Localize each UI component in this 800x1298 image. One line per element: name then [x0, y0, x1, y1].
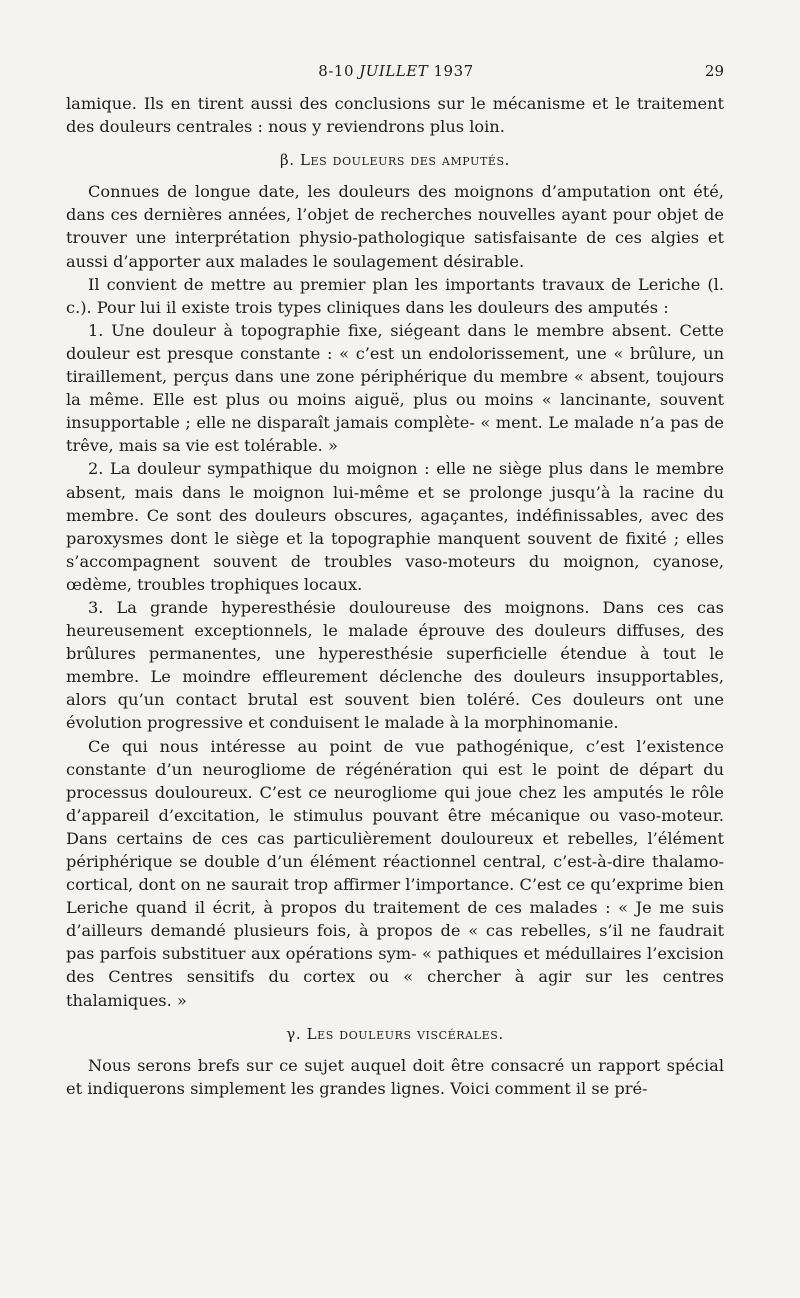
running-head	[68, 62, 724, 80]
running-head-year: 1937	[428, 62, 474, 80]
section-heading-beta	[66, 149, 724, 172]
paragraph: Il convient de mettre au premier plan les importants travaux de Leriche (l. c.). Pour lui il existe trois types cliniques dans les douleurs des amputés :	[66, 274, 724, 317]
paragraph: Nous serons brefs sur ce sujet auquel doit être consacré un rapport spécial et indiquerons simplement les grandes lignes. Voici comment il se pré-	[66, 1055, 724, 1098]
running-head-month: JUILLET	[359, 62, 429, 80]
section-title: Les douleurs viscérales.	[306, 1024, 504, 1043]
paragraph: Connues de longue date, les douleurs des moignons d’amputation ont été, dans ces dernières années, l’objet de recherches nouvelles ayant pour objet de trouver une interprétation physio-pathologique satisfaisante de ces algies et aussi d’apporter aux malades le soulagement désirable.	[66, 182, 724, 271]
paragraph: Ce qui nous intéresse au point de vue pathogénique, c’est l’existence constante d’un neurogliome de régénération qui est le point de départ du processus douloureux. C’est ce neurogliome qui joue chez les amputés le rôle d’appareil d’excitation, le stimulus pouvant être mécanique ou vaso-moteur. Dans certains de ces cas particulièrement douloureux et rebelles, l’élément périphérique se double d’un élément réactionnel central, c’est-à-dire thalamo-cortical, dont on ne saurait trop affirmer l’importance. C’est ce qu’exprime bien Leriche quand il écrit, à propos du traitement de ces malades : « Je me suis d’ailleurs demandé plusieurs fois, à propos de « cas rebelles, s’il ne faudrait pas parfois substituer aux opérations sym- « pathiques et médullaires l’excision des Centres sensitifs du cortex ou « chercher à agir sur les centres thalamiques. »	[66, 736, 724, 1010]
section-letter: γ.	[286, 1024, 302, 1043]
section-letter: β.	[279, 151, 295, 170]
page-body	[66, 92, 724, 1100]
paragraph-item-3: 3. La grande hyperesthésie douloureuse des moignons. Dans ces cas heureusement exceptionnels, le malade éprouve des douleurs diffuses, des brûlures permanentes, une hyperesthésie superficielle étendue à tout le membre. Le moindre effleurement déclenche des douleurs insupportables, alors qu’un contact brutal est souvent bien toléré. Ces douleurs ont une évolution progressive et conduisent le malade à la morphinomanie.	[66, 597, 724, 733]
paragraph-item-2: 2. La douleur sympathique du moignon : elle ne siège plus dans le membre absent, mais dans le moignon lui-même et se prolonge jusqu’à la racine du membre. Ce sont des douleurs obscures, agaçantes, indéfinissables, avec des paroxysmes dont le siège et la topographie manquent souvent de fixité ; elles s’accompagnent souvent de troubles vaso-moteurs du moignon, cyanose, œdème, troubles trophiques locaux.	[66, 459, 724, 594]
page-number: 29	[704, 62, 724, 80]
paragraph-continuation: lamique. Ils en tirent aussi des conclusions sur le mécanisme et le traitement des douleurs centrales : nous y reviendrons plus loin.	[66, 94, 724, 137]
paragraph-item-1: 1. Une douleur à topographie fixe, siégeant dans le membre absent. Cette douleur est presque constante : « c’est un endolorissement, une « brûlure, un tiraillement, perçus dans une zone périphérique du membre « absent, toujours la même. Elle est plus ou moins aiguë, plus ou moins « lancinante, souvent insupportable ; elle ne disparaît jamais complète- « ment. Le malade n’a pas de trêve, mais sa vie est tolérable. »	[66, 320, 724, 456]
section-heading-gamma	[66, 1023, 724, 1046]
running-head-date: 8-10	[318, 62, 360, 80]
page-header	[68, 62, 724, 86]
section-title: Les douleurs des amputés.	[299, 151, 511, 170]
